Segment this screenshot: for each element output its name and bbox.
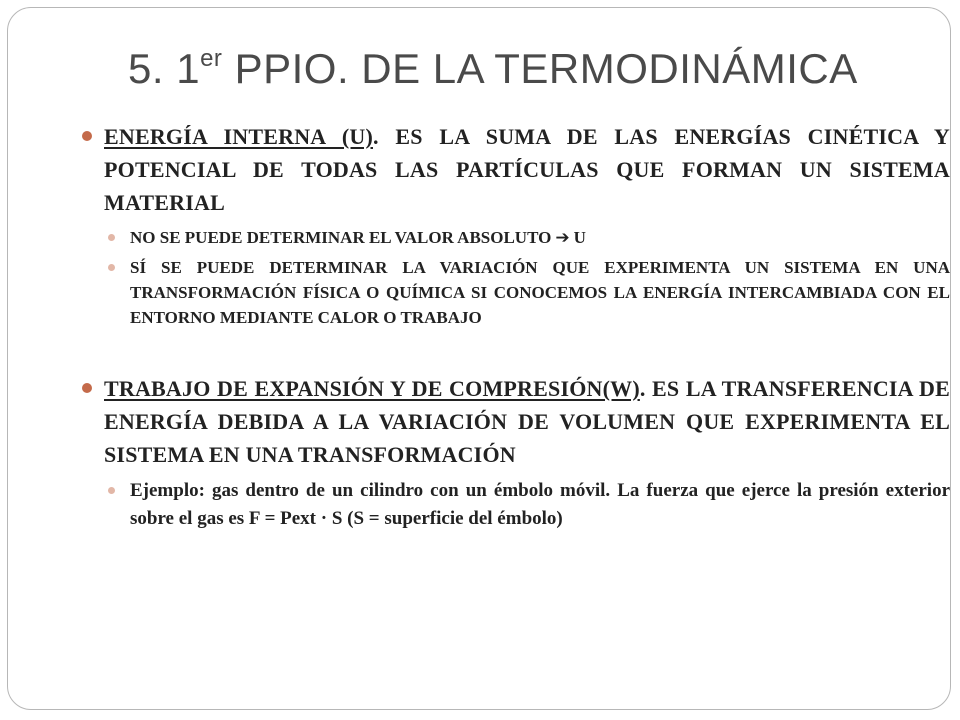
bullet-work bbox=[80, 372, 950, 471]
bullet-text: . ES LA TRANSFERENCIA DE ENERGÍA DEBIDA A LA VARIACIÓN DE VOLUMEN QUE EXPERIMENTA EL SISTEMA EN UNA TRANSFORMACIÓN bbox=[104, 376, 950, 467]
sub-bullet-text: SÍ SE PUEDE DETERMINAR LA VARIACIÓN QUE EXPERIMENTA UN SISTEMA EN UNA TRANSFORMACIÓN FÍSICA O QUÍMICA SI CONOCEMOS LA ENERGÍA INTERCAMBIADA CON EL ENTORNO MEDIANTE CALOR O TRABAJO bbox=[130, 258, 950, 327]
bullet-internal-energy bbox=[80, 120, 950, 219]
slide-content bbox=[80, 120, 950, 533]
sub-bullet-absolute-value bbox=[80, 225, 950, 251]
bullet-text: . ES LA SUMA DE LAS ENERGÍAS CINÉTICA Y POTENCIAL DE TODAS LAS PARTÍCULAS QUE FORMAN UN SISTEMA MATERIAL bbox=[104, 124, 951, 215]
sub-bullet-tail: U bbox=[573, 228, 586, 247]
sub-bullet-example bbox=[80, 477, 950, 533]
bullet-dot bbox=[82, 131, 92, 141]
bullet-dot bbox=[82, 383, 92, 393]
title-prefix: 5. 1 bbox=[128, 45, 201, 92]
sub-bullet-variation bbox=[80, 255, 950, 330]
bullet-lead: ENERGÍA INTERNA (U) bbox=[104, 124, 373, 149]
bullet-lead: TRABAJO DE EXPANSIÓN Y DE COMPRESIÓN(W) bbox=[104, 376, 640, 401]
sub-bullet-dot bbox=[108, 264, 115, 271]
sub-bullet-text: NO SE PUEDE DETERMINAR EL VALOR ABSOLUTO bbox=[130, 228, 552, 247]
title-rest: PPIO. DE LA TERMODINÁMICA bbox=[222, 45, 858, 92]
sub-bullet-text: Ejemplo: gas dentro de un cilindro con un émbolo móvil. La fuerza que ejerce la presión exterior sobre el gas es F = Pext · S (S = superficie del émbolo) bbox=[130, 480, 950, 529]
slide-title bbox=[128, 46, 928, 92]
sub-bullet-dot bbox=[108, 487, 115, 494]
sub-bullet-dot bbox=[108, 234, 115, 241]
title-superscript: er bbox=[200, 45, 223, 72]
arrow-right-icon: ➔ bbox=[555, 228, 570, 248]
